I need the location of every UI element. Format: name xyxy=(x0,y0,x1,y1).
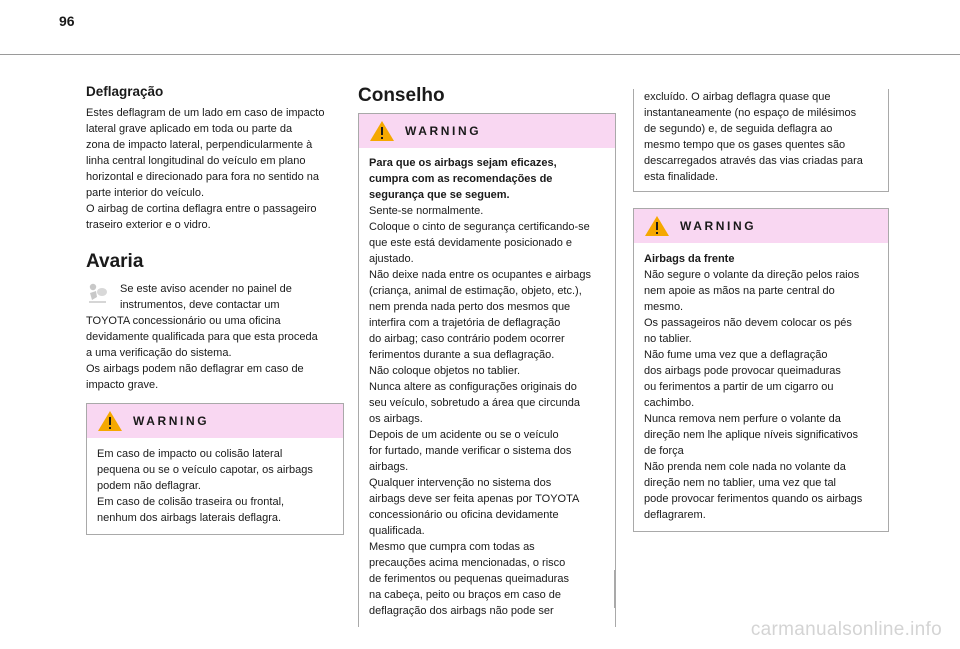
warning-title: WARNING xyxy=(405,124,482,138)
text-line: (criança, animal de estimação, objeto, etc.), xyxy=(369,285,582,297)
text-line: instrumentos, deve contactar um xyxy=(120,299,280,311)
text-line: Mesmo que cumpra com todas as xyxy=(369,541,535,553)
text-line: cachimbo. xyxy=(644,397,695,409)
text-line: de força xyxy=(644,445,684,457)
warning-title: WARNING xyxy=(680,219,757,233)
text-line: pode provocar ferimentos quando os airbags xyxy=(644,493,863,505)
section-title-conselho: Conselho xyxy=(358,85,445,106)
text-line: airbags. xyxy=(369,461,409,473)
text-line: descarregados através das vias criadas para xyxy=(644,155,863,167)
text-line: interfira com a trajetória de deflagração xyxy=(369,317,561,329)
warning-text xyxy=(87,438,343,534)
text-line: horizontal e direcionado para fora no sentido na xyxy=(86,171,319,183)
text-line: Sente-se normalmente. xyxy=(369,205,484,217)
warning-header xyxy=(634,209,888,243)
warning-bold-text xyxy=(369,155,605,203)
text-line: direção nem lhe aplique níveis significativos xyxy=(644,429,859,441)
text-line: dos airbags pode provocar queimaduras xyxy=(644,365,841,377)
text-line: zona de impacto lateral, perpendicularmente à xyxy=(86,139,313,151)
text-line: excluído. O airbag deflagra quase que xyxy=(644,91,831,103)
text-line: deflagração dos airbags não pode ser xyxy=(369,605,554,617)
text-line: O airbag de cortina deflagra entre o passageiro xyxy=(86,203,317,215)
warning-box-frente xyxy=(633,208,889,532)
text-line: seu veículo, sobretudo a área que circunda xyxy=(369,397,580,409)
text-line: pequena ou se o veículo capotar, os airbags xyxy=(97,464,313,476)
text-line: ajustado. xyxy=(369,253,414,265)
text-line: Se este aviso acender no painel de xyxy=(120,283,292,295)
header-divider xyxy=(0,54,960,55)
text-line: Nunca remova nem perfure o volante da xyxy=(644,413,841,425)
column-right xyxy=(633,89,889,532)
text-line: ou ferimentos a partir de um cigarro ou xyxy=(644,381,834,393)
text-line: Para que os airbags sejam eficazes, xyxy=(369,157,557,169)
text-line: precauções acima mencionadas, o risco xyxy=(369,557,566,569)
avaria-text-first xyxy=(120,281,292,313)
warning-title: WARNING xyxy=(133,414,210,428)
text-line: Não fume uma vez que a deflagração xyxy=(644,349,828,361)
text-line: a uma verificação do sistema. xyxy=(86,347,232,359)
column-middle xyxy=(358,83,616,627)
text-line: Em caso de impacto ou colisão lateral xyxy=(97,448,283,460)
warning-content xyxy=(359,148,615,627)
text-line: Não coloque objetos no tablier. xyxy=(369,365,521,377)
text-line: no tablier. xyxy=(644,333,692,345)
warning-continuation xyxy=(633,89,889,192)
text-line: Os airbags podem não deflagrar em caso de xyxy=(86,363,304,375)
text-line: que este está devidamente posicionado e xyxy=(369,237,573,249)
text-line: devidamente qualificada para que esta proceda xyxy=(86,331,318,343)
continuation-text xyxy=(644,89,878,185)
text-line: qualificada. xyxy=(369,525,425,537)
text-line: Os passageiros não devem colocar os pés xyxy=(644,317,852,329)
avaria-note xyxy=(86,281,344,313)
warning-triangle-icon xyxy=(644,215,670,237)
text-line: nem prenda nada perto dos mesmos que xyxy=(369,301,571,313)
text-line: linha central longitudinal do veículo em plano xyxy=(86,155,306,167)
text-line: concessionário ou oficina devidamente xyxy=(369,509,559,521)
section-title-deflagracao: Deflagração xyxy=(86,84,164,99)
column-left xyxy=(86,83,344,535)
text-line: traseiro exterior e o vidro. xyxy=(86,219,211,231)
airbag-warning-lamp-icon xyxy=(86,281,110,305)
deflagracao-text xyxy=(86,105,344,233)
text-line: nenhum dos airbags laterais deflagra. xyxy=(97,512,282,524)
text-line: nem apoie as mãos na parte central do xyxy=(644,285,835,297)
text-line: Não deixe nada entre os ocupantes e airbags xyxy=(369,269,591,281)
warning-header xyxy=(359,114,615,148)
text-line: mesmo. xyxy=(644,301,684,313)
text-line: os airbags. xyxy=(369,413,423,425)
text-line: lateral grave aplicado em toda ou parte da xyxy=(86,123,293,135)
text-line: Qualquer intervenção no sistema dos xyxy=(369,477,552,489)
text-line: parte interior do veículo. xyxy=(86,187,205,199)
text-line: Nunca altere as configurações originais do xyxy=(369,381,577,393)
warning-box-lateral xyxy=(86,403,344,535)
text-line: mesmo tempo que os gases quentes são xyxy=(644,139,846,151)
warning-box-conselho xyxy=(358,113,616,627)
warning-heading: Airbags da frente xyxy=(644,253,735,265)
text-line: Não prenda nem cole nada no volante da xyxy=(644,461,846,473)
watermark: carmanualsonline.info xyxy=(750,619,942,640)
text-line: cumpra com as recomendações de xyxy=(369,173,553,185)
text-line: airbags deve ser feita apenas por TOYOTA xyxy=(369,493,580,505)
text-line: segurança que se seguem. xyxy=(369,189,510,201)
text-line: impacto grave. xyxy=(86,379,159,391)
warning-text xyxy=(644,267,878,523)
warning-content xyxy=(634,243,888,531)
text-line: Em caso de colisão traseira ou frontal, xyxy=(97,496,285,508)
text-line: for furtado, mande verificar o sistema dos xyxy=(369,445,572,457)
avaria-text xyxy=(86,313,344,393)
warning-header xyxy=(87,404,343,438)
text-line: instantaneamente (no espaço de milésimos xyxy=(644,107,857,119)
page-number: 96 xyxy=(59,13,75,29)
warning-triangle-icon xyxy=(369,120,395,142)
text-line: na cabeça, peito ou braços em caso de xyxy=(369,589,562,601)
text-line: esta finalidade. xyxy=(644,171,718,183)
text-line: direção nem no tablier, uma vez que tal xyxy=(644,477,837,489)
text-line: podem não deflagrar. xyxy=(97,480,201,492)
column-divider xyxy=(614,570,615,608)
text-line: Depois de um acidente ou se o veículo xyxy=(369,429,559,441)
text-line: de ferimentos ou pequenas queimaduras xyxy=(369,573,569,585)
text-line: do airbag; caso contrário podem ocorrer xyxy=(369,333,565,345)
text-line: Coloque o cinto de segurança certificando-se xyxy=(369,221,590,233)
text-line: ferimentos durante a sua deflagração. xyxy=(369,349,555,361)
warning-triangle-icon xyxy=(97,410,123,432)
text-line: TOYOTA concessionário ou uma oficina xyxy=(86,315,281,327)
text-line: Não segure o volante da direção pelos raios xyxy=(644,269,860,281)
section-title-avaria: Avaria xyxy=(86,251,144,272)
text-line: Estes deflagram de um lado em caso de impacto xyxy=(86,107,325,119)
text-line: deflagrarem. xyxy=(644,509,706,521)
text-line: de segundo) e, de seguida deflagra ao xyxy=(644,123,833,135)
warning-text xyxy=(369,203,605,619)
